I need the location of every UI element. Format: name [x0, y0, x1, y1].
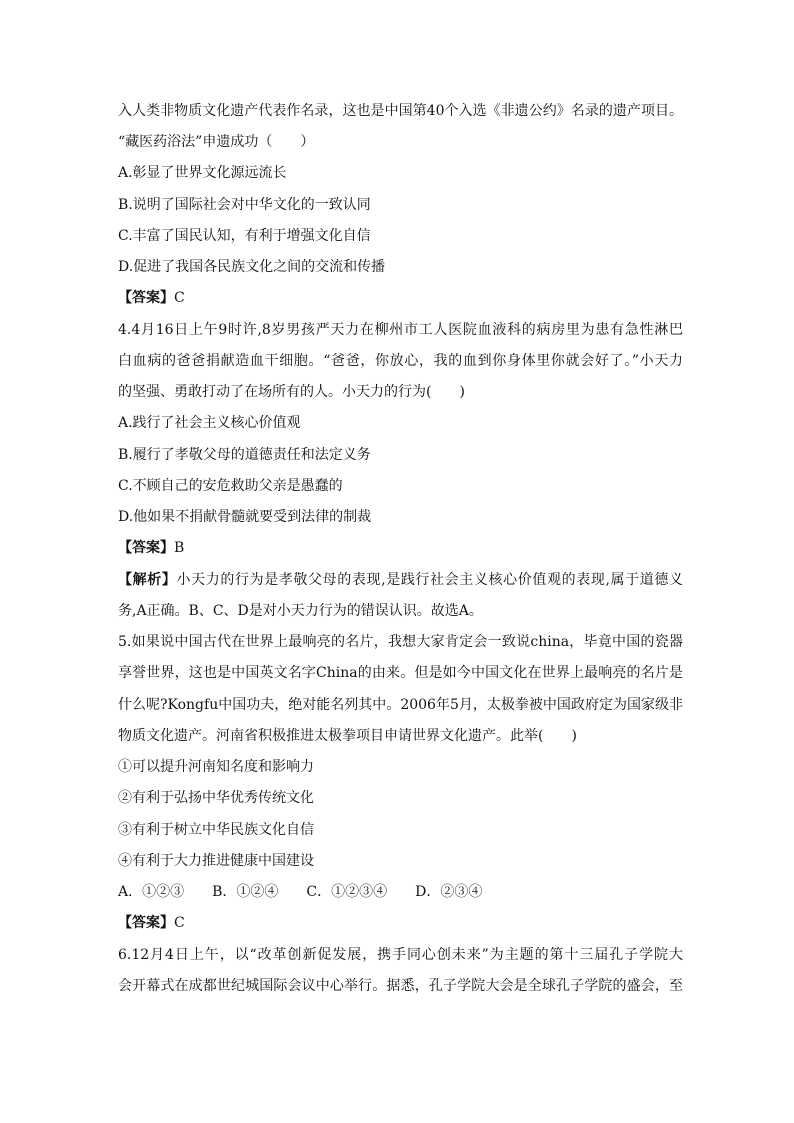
- text-line: 入人类非物质文化遗产代表作名录，这也是中国第40个入选《非遗公约》名录的遗产项目。: [118, 103, 683, 119]
- question-stem: 会开幕式在成都世纪城国际会议中心举行。据悉，孔子学院大会是全球孔子学院的盛会，至: [118, 978, 683, 994]
- option-b: B.履行了孝敬父母的道德责任和法定义务: [118, 447, 371, 463]
- answer-line: 【答案】C: [118, 290, 185, 306]
- answer-tag: 【答案】: [118, 290, 174, 306]
- statement-1: ①可以提升河南知名度和影响力: [118, 759, 314, 775]
- option-b: B.说明了国际社会对中华文化的一致认同: [118, 197, 371, 213]
- question-stem: 什么呢?Kongfu中国功夫，绝对能名列其中。2006年5月，太极拳被中国政府定为国家级非: [118, 697, 683, 713]
- option-a: A.彰显了世界文化源远流长: [118, 165, 287, 181]
- answer-tag: 【答案】: [118, 915, 174, 931]
- option-a: A.践行了社会主义核心价值观: [118, 415, 301, 431]
- answer-line: 【答案】C: [118, 915, 185, 931]
- analysis-tag: 【解析】: [118, 572, 177, 588]
- question-stem: 5.如果说中国古代在世界上最响亮的名片，我想大家肯定会一致说china，毕竟中国的瓷器: [118, 634, 683, 650]
- answer-line: 【答案】B: [118, 540, 185, 556]
- statement-3: ③有利于树立中华民族文化自信: [118, 822, 314, 838]
- statement-2: ②有利于弘扬中华优秀传统文化: [118, 790, 314, 806]
- question-stem: 4.4月16日上午9时许,8岁男孩严天力在柳州市工人医院血液科的病房里为患有急性淋巴: [118, 322, 683, 338]
- option-c: C.丰富了国民认知，有利于增强文化自信: [118, 228, 371, 244]
- statement-4: ④有利于大力推进健康中国建设: [118, 853, 314, 869]
- option-d: D.促进了我国各民族文化之间的交流和传播: [118, 259, 386, 275]
- analysis-line: 【解析】小天力的行为是孝敬父母的表现,是践行社会主义核心价值观的表现,属于道德义: [118, 572, 683, 588]
- question-stem: 6.12月4日上午，以“改革创新促发展，携手同心创未来”为主题的第十三届孔子学院大: [118, 947, 683, 963]
- question-stem: 的坚强、勇敢打动了在场所有的人。小天力的行为( ): [118, 384, 465, 400]
- question-stem: “藏医药浴法”申遗成功（ ）: [118, 134, 315, 150]
- option-d: D.他如果不捐献骨髓就要受到法律的制裁: [118, 509, 372, 525]
- analysis-line: 务,A正确。B、C、D是对小天力行为的错误认识。故选A。: [118, 603, 483, 619]
- question-stem: 白血病的爸爸捐献造血干细胞。“爸爸，你放心，我的血到你身体里你就会好了。”小天力: [118, 353, 683, 369]
- answer-tag: 【答案】: [118, 540, 174, 556]
- question-stem: 物质文化遗产。河南省积极推进太极拳项目申请世界文化遗产。此举( ): [118, 728, 577, 744]
- question-stem: 享誉世界，这也是中国英文名字China的由来。但是如今中国文化在世界上最响亮的名片是: [118, 665, 683, 681]
- choice-options: A．①②③ B．①②④ C．①②③④ D．②③④: [118, 884, 483, 900]
- option-c: C.不顾自己的安危救助父亲是愚蠢的: [118, 478, 343, 494]
